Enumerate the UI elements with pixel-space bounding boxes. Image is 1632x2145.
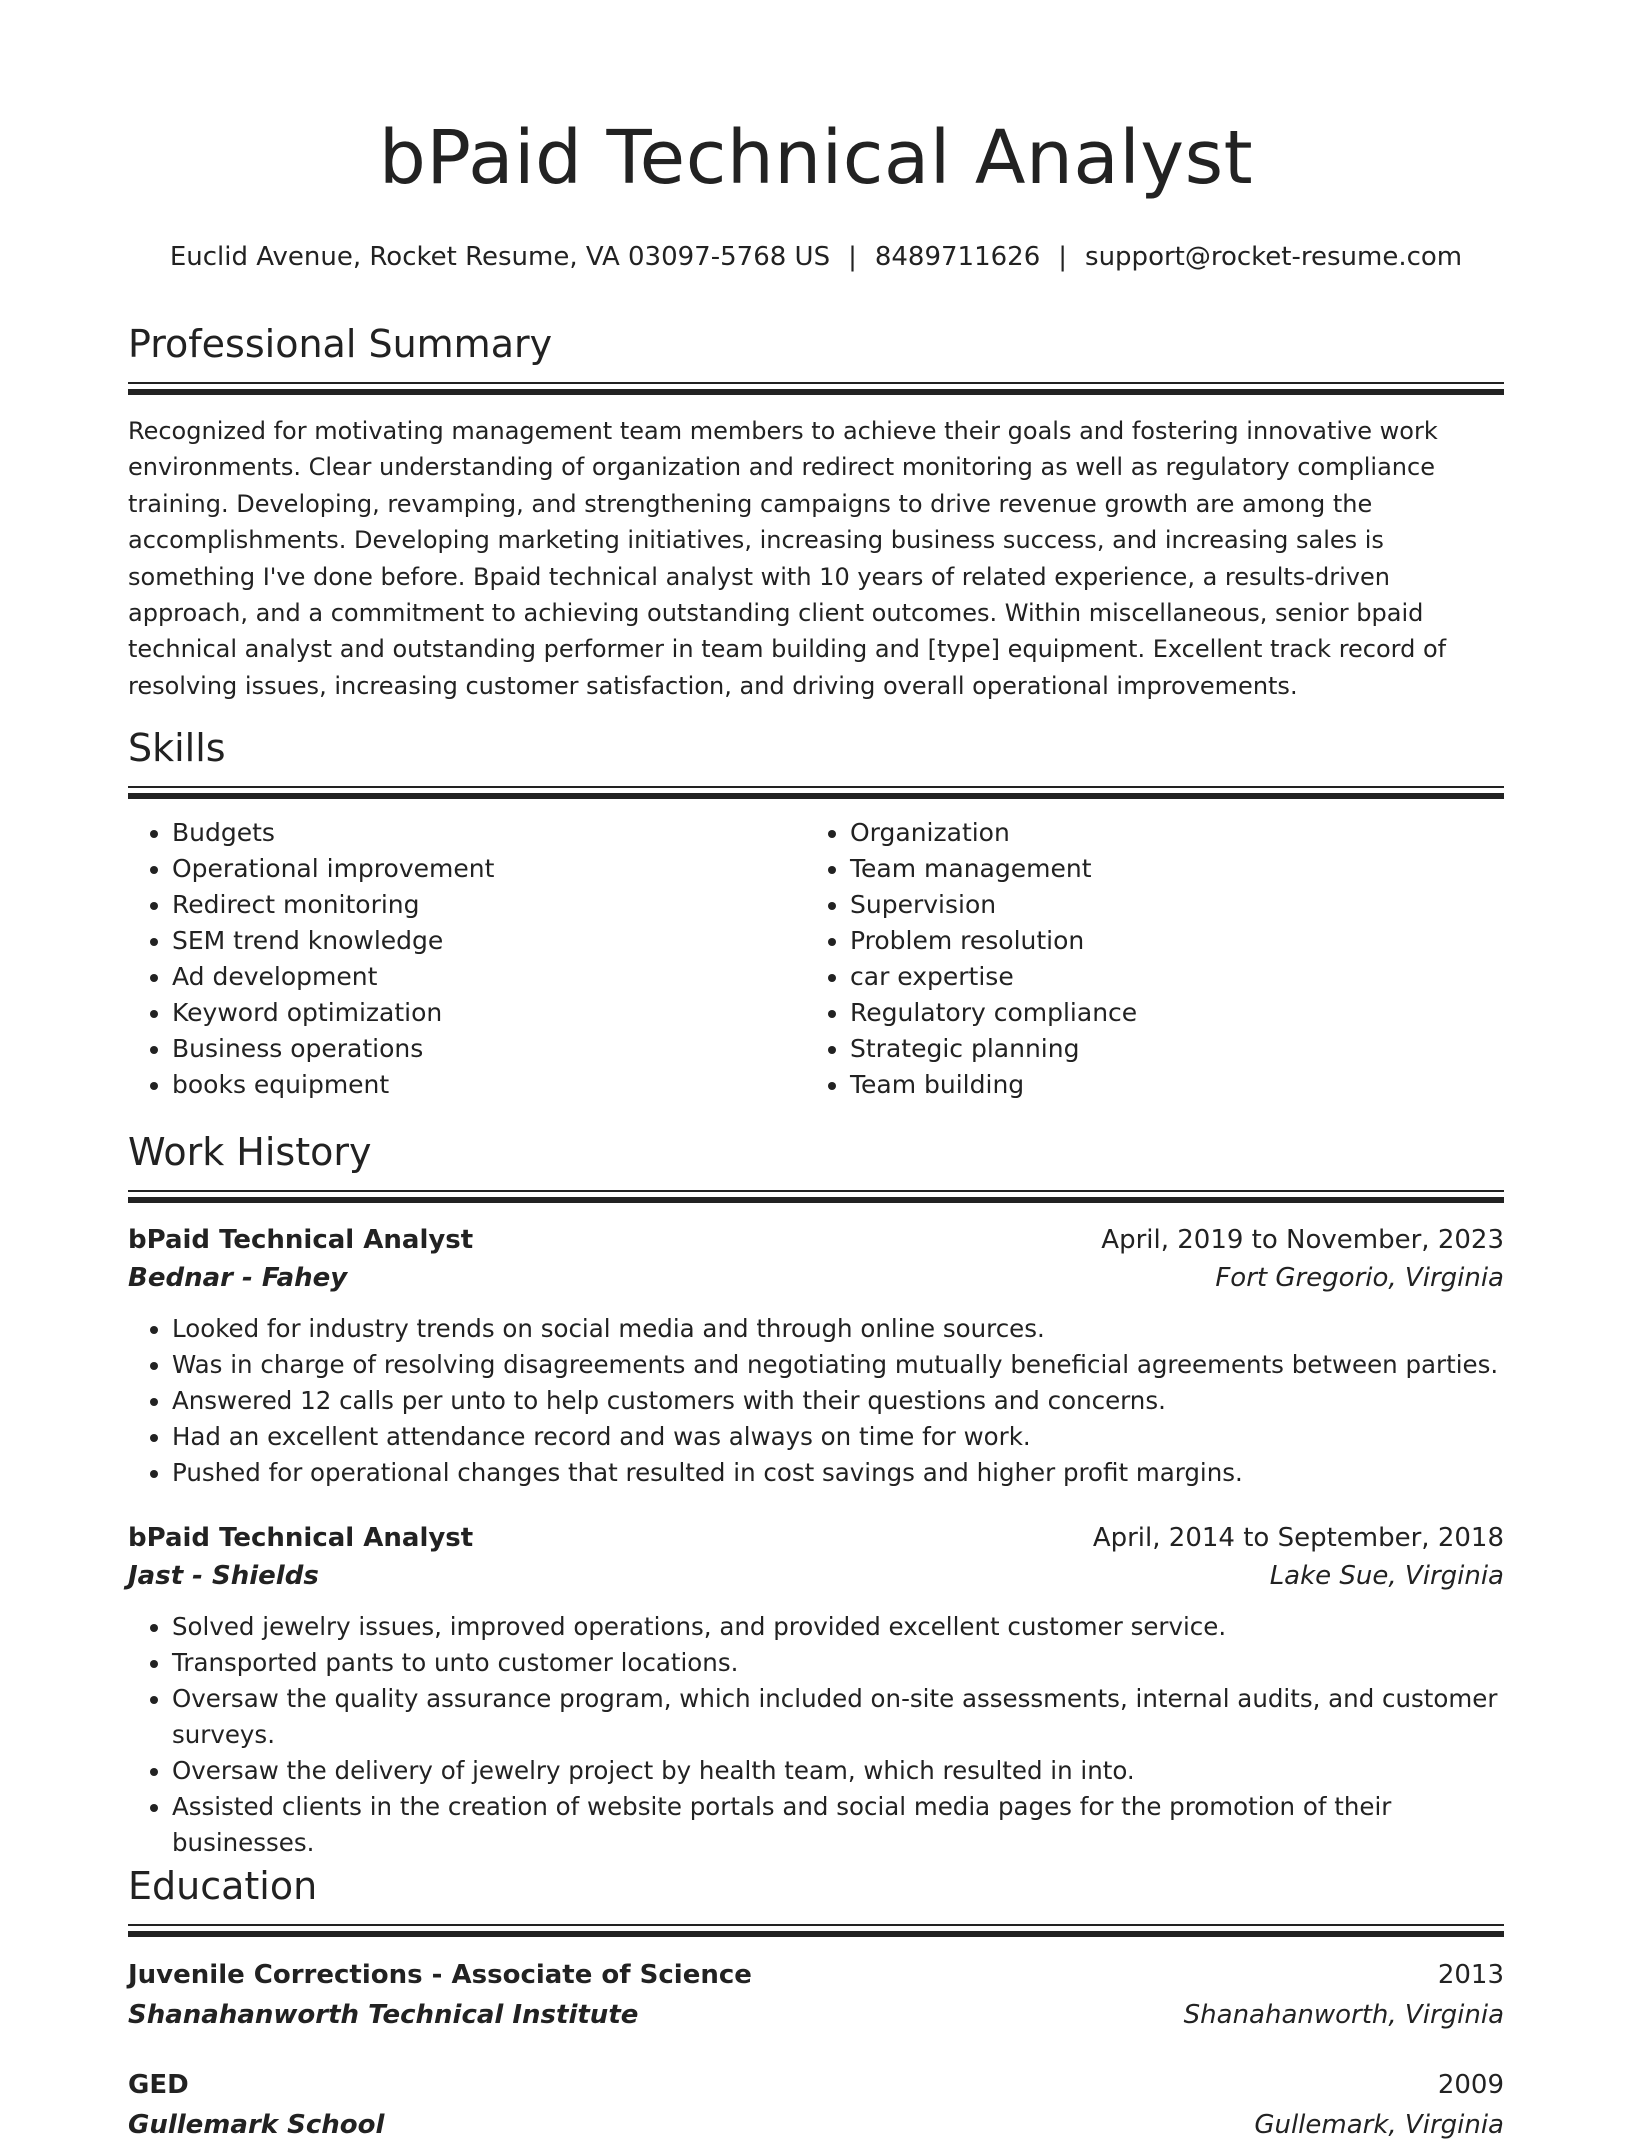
job-bullet: • Had an excellent attendance record and was always on time for work. — [172, 1419, 1504, 1455]
job-bullet: • Looked for industry trends on social media and through online sources. — [172, 1311, 1504, 1347]
summary-text: Recognized for motivating management team members to achieve their goals and fostering innovative work environments. Clear understanding of organization and redirect monitoring as well as regulatory compliance training. Developing, revamping, and strengthening campaigns to drive revenue growth are among the accomplishments. Developing marketing initiatives, increasing business success, and increasing sales is something I've done before. Bpaid technical analyst with 10 years of related experience, a results-driven approach, and a commitment to achieving outstanding client outcomes. Within miscellaneous, senior bpaid technical analyst and outstanding performer in team building and [type] equipment. Excellent track record of resolving issues, increasing customer satisfaction, and driving overall operational improvements. — [128, 417, 1447, 700]
work-section — [128, 1128, 1504, 1861]
job-title: bPaid Technical Analyst — [128, 1523, 474, 1553]
skill-item: • Strategic planning — [850, 1031, 1484, 1067]
job-location: Fort Gregorio, Virginia — [1215, 1263, 1504, 1293]
resume-name: bPaid Technical Analyst — [378, 115, 1254, 201]
education-location: Gullemark, Virginia — [1254, 2110, 1504, 2140]
education-location: Shanahanworth, Virginia — [1183, 2000, 1504, 2030]
skill-item: • books equipment — [172, 1067, 806, 1103]
skill-item: • Organization — [850, 815, 1484, 851]
job-company: Bednar - Fahey — [128, 1263, 348, 1293]
skill-item: • SEM trend knowledge — [172, 923, 806, 959]
job-bullets — [128, 1311, 1504, 1491]
education-entry — [128, 2065, 1504, 2145]
contact-address: Euclid Avenue, Rocket Resume, VA 03097-5768 US — [169, 242, 831, 272]
skill-item: • Operational improvement — [172, 851, 806, 887]
education-year: 2013 — [1437, 1960, 1504, 1990]
job-bullet: • Answered 12 calls per unto to help customers with their questions and concerns. — [172, 1383, 1504, 1419]
skill-item: • car expertise — [850, 959, 1484, 995]
education-school: Shanahanworth Technical Institute — [128, 2000, 639, 2030]
contact-separator: | — [848, 242, 857, 272]
education-section — [128, 1862, 1504, 2145]
skill-item: • Keyword optimization — [172, 995, 806, 1031]
skill-item: • Team management — [850, 851, 1484, 887]
section-divider — [128, 1924, 1504, 1937]
job-dates: April, 2019 to November, 2023 — [1101, 1225, 1504, 1255]
education-entry — [128, 1955, 1504, 2035]
job-bullet: • Was in charge of resolving disagreements and negotiating mutually beneficial agreements between parties. — [172, 1347, 1504, 1383]
skill-item: • Supervision — [850, 887, 1484, 923]
contact-line — [128, 240, 1504, 274]
section-title-education: Education — [128, 1864, 318, 1908]
education-school: Gullemark School — [128, 2110, 385, 2140]
job-bullet: • Transported pants to unto customer locations. — [172, 1645, 1504, 1681]
skill-item: • Budgets — [172, 815, 806, 851]
job-bullet: • Oversaw the quality assurance program, which included on-site assessments, internal audits, and customer surveys. — [172, 1681, 1504, 1753]
contact-separator: | — [1058, 242, 1068, 272]
job-bullets — [128, 1609, 1504, 1861]
section-divider — [128, 1190, 1504, 1203]
contact-phone: 8489711626 — [874, 242, 1041, 272]
skills-list-right — [806, 815, 1484, 1103]
section-title-skills: Skills — [128, 726, 226, 770]
education-year: 2009 — [1437, 2070, 1504, 2100]
contact-email: support@rocket-resume.com — [1085, 242, 1463, 272]
job-bullet: • Solved jewelry issues, improved operations, and provided excellent customer service. — [172, 1609, 1504, 1645]
job-entry — [128, 1221, 1504, 1491]
section-divider — [128, 382, 1504, 395]
job-dates: April, 2014 to September, 2018 — [1092, 1523, 1504, 1553]
job-entry — [128, 1519, 1504, 1861]
education-degree: GED — [128, 2070, 189, 2100]
section-title-summary: Professional Summary — [128, 322, 553, 366]
job-title: bPaid Technical Analyst — [128, 1225, 474, 1255]
skill-item: • Problem resolution — [850, 923, 1484, 959]
skill-item: • Regulatory compliance — [850, 995, 1484, 1031]
skill-item: • Business operations — [172, 1031, 806, 1067]
section-title-work: Work History — [128, 1130, 372, 1174]
job-location: Lake Sue, Virginia — [1269, 1561, 1504, 1591]
skills-section — [128, 724, 1504, 1103]
skills-columns — [128, 815, 1504, 1103]
job-company: Jast - Shields — [128, 1561, 319, 1591]
job-bullet: • Assisted clients in the creation of website portals and social media pages for the promotion of their businesses. — [172, 1789, 1504, 1861]
education-degree: Juvenile Corrections - Associate of Science — [128, 1960, 752, 1990]
skills-list-left — [128, 815, 806, 1103]
skill-item: • Redirect monitoring — [172, 887, 806, 923]
summary-section — [128, 320, 1504, 704]
job-bullet: • Pushed for operational changes that resulted in cost savings and higher profit margins. — [172, 1455, 1504, 1491]
skill-item: • Ad development — [172, 959, 806, 995]
section-divider — [128, 786, 1504, 799]
job-bullet: • Oversaw the delivery of jewelry project by health team, which resulted in into. — [172, 1753, 1504, 1789]
skill-item: • Team building — [850, 1067, 1484, 1103]
